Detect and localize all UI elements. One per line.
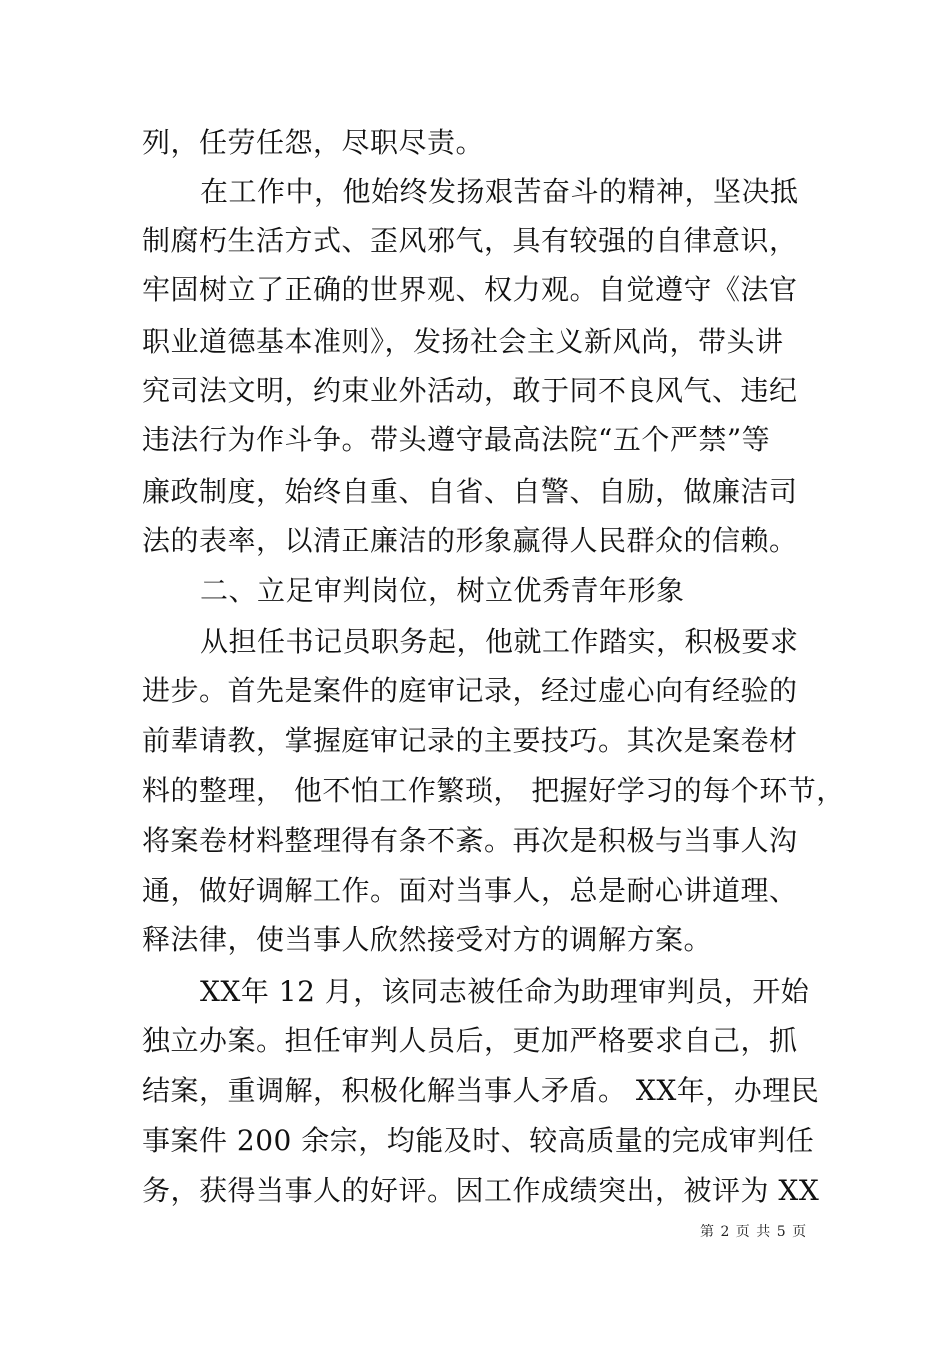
paragraph-start-line: XX年 12 月，该同志被任命为助理审判员，开始 [200, 975, 810, 1008]
text-line: 制腐朽生活方式、歪风邪气，具有较强的自律意识， [142, 224, 798, 257]
text-line: 通，做好调解工作。面对当事人，总是耐心讲道理、 [142, 874, 798, 907]
text-line: 独立办案。担任审判人员后，更加严格要求自己，抓 [142, 1024, 798, 1057]
text-line: 料的整理， 他不怕工作繁琐， 把握好学习的每个环节， [142, 774, 845, 807]
text-line: 前辈请教，掌握庭审记录的主要技巧。其次是案卷材 [142, 724, 798, 757]
section-heading: 二、立足审判岗位，树立优秀青年形象 [200, 574, 685, 607]
text-line: 究司法文明，约束业外活动，敢于同不良风气、违纪 [142, 374, 798, 407]
text-line: 职业道德基本准则》，发扬社会主义新风尚，带头讲 [142, 325, 784, 358]
text-line: 事案件 200 余宗，均能及时、较高质量的完成审判任 [142, 1124, 815, 1157]
text-line: 释法律，使当事人欣然接受对方的调解方案。 [142, 923, 713, 956]
text-line: 廉政制度，始终自重、自省、自警、自励，做廉洁司 [142, 475, 798, 508]
page-number-footer: 第 2 页 共 5 页 [700, 1224, 808, 1240]
text-line: 法的表率，以清正廉洁的形象赢得人民群众的信赖。 [142, 524, 798, 557]
text-line: 结案，重调解，积极化解当事人矛盾。 XX年，办理民 [142, 1074, 820, 1107]
paragraph-start-line: 在工作中，他始终发扬艰苦奋斗的精神，坚决抵 [200, 175, 799, 208]
text-line: 违法行为作斗争。带头遵守最高法院“五个严禁”等 [142, 423, 771, 456]
text-line: 务，获得当事人的好评。因工作成绩突出，被评为 XX [142, 1174, 820, 1207]
paragraph-start-line: 从担任书记员职务起，他就工作踏实，积极要求 [200, 625, 799, 658]
text-line: 列，任劳任怨，尽职尽责。 [142, 126, 485, 159]
text-line: 进步。首先是案件的庭审记录，经过虚心向有经验的 [142, 674, 798, 707]
text-line: 将案卷材料整理得有条不紊。再次是积极与当事人沟 [142, 824, 798, 857]
text-line: 牢固树立了正确的世界观、权力观。自觉遵守《法官 [142, 273, 798, 306]
